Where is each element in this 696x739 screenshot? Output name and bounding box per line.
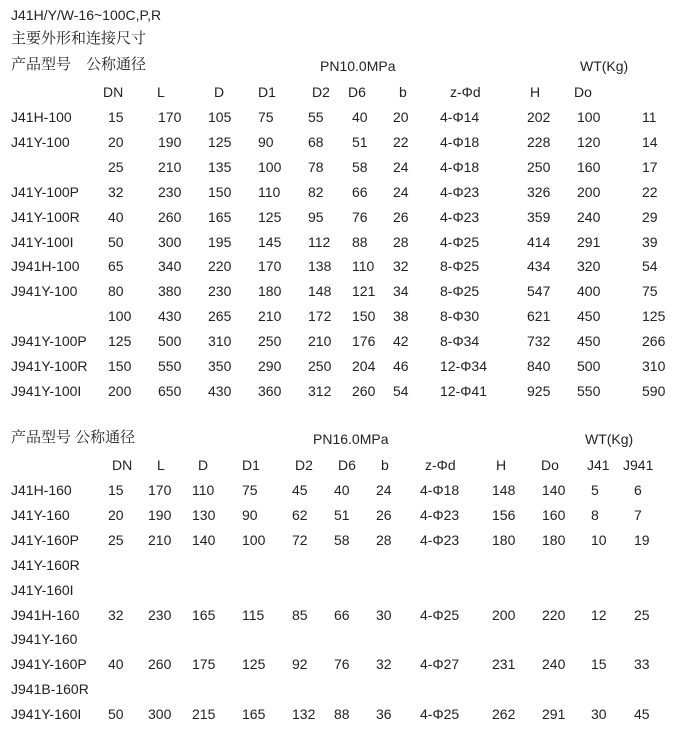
table-cell: 50 bbox=[108, 234, 124, 250]
table-cell: 125 bbox=[242, 656, 266, 672]
table-cell: 29 bbox=[642, 209, 658, 225]
product-model: J41Y-100I bbox=[11, 234, 74, 250]
product-model: J41Y-100 bbox=[11, 134, 70, 150]
table-cell: 380 bbox=[158, 283, 182, 299]
table-cell: 15 bbox=[591, 656, 607, 672]
table-cell: 138 bbox=[308, 258, 332, 274]
table-cell: 4-Φ27 bbox=[420, 656, 460, 672]
table-cell: 6 bbox=[634, 482, 642, 498]
table-cell: 26 bbox=[393, 209, 409, 225]
table-cell: 132 bbox=[292, 706, 316, 722]
table-cell: 230 bbox=[148, 607, 172, 623]
column-header: Do bbox=[541, 457, 559, 473]
table-cell: 75 bbox=[258, 109, 274, 125]
table-cell: 40 bbox=[334, 482, 350, 498]
product-model: J41Y-160R bbox=[11, 557, 80, 573]
column-header: L bbox=[157, 457, 165, 473]
table-cell: 26 bbox=[376, 507, 392, 523]
product-model: J941H-100 bbox=[11, 258, 80, 274]
column-header: D1 bbox=[242, 457, 260, 473]
column-header: D2 bbox=[312, 84, 330, 100]
table-cell: 4-Φ25 bbox=[420, 706, 460, 722]
table-cell: 72 bbox=[292, 532, 308, 548]
table-cell: 260 bbox=[352, 383, 376, 399]
table-cell: 22 bbox=[393, 134, 409, 150]
table-cell: 66 bbox=[352, 184, 368, 200]
table-cell: 300 bbox=[158, 234, 182, 250]
table-cell: 7 bbox=[634, 507, 642, 523]
table-cell: 210 bbox=[258, 308, 282, 324]
table-cell: 92 bbox=[292, 656, 308, 672]
table-cell: 85 bbox=[292, 607, 308, 623]
table-cell: 165 bbox=[242, 706, 266, 722]
table-cell: 95 bbox=[308, 209, 324, 225]
column-header: J41 bbox=[587, 457, 610, 473]
table-cell: 22 bbox=[642, 184, 658, 200]
column-header: z-Φd bbox=[425, 457, 456, 473]
table-cell: 4-Φ23 bbox=[420, 532, 460, 548]
table-cell: 45 bbox=[292, 482, 308, 498]
table-cell: 220 bbox=[542, 607, 566, 623]
table-cell: 430 bbox=[158, 308, 182, 324]
table-cell: 80 bbox=[108, 283, 124, 299]
table-cell: 326 bbox=[527, 184, 551, 200]
table-cell: 40 bbox=[108, 656, 124, 672]
column-header: H bbox=[496, 457, 507, 473]
table-cell: 200 bbox=[492, 607, 516, 623]
table-cell: 100 bbox=[108, 308, 132, 324]
column-header: DN bbox=[103, 84, 124, 100]
table-cell: 260 bbox=[148, 656, 172, 672]
table-cell: 176 bbox=[352, 333, 376, 349]
table-cell: 40 bbox=[352, 109, 368, 125]
table-cell: 15 bbox=[108, 109, 124, 125]
table-cell: 190 bbox=[148, 507, 172, 523]
table-cell: 190 bbox=[158, 134, 182, 150]
table-cell: 110 bbox=[258, 184, 281, 200]
column-header: DN bbox=[112, 457, 133, 473]
table-cell: 14 bbox=[642, 134, 658, 150]
table-cell: 312 bbox=[308, 383, 332, 399]
table-cell: 25 bbox=[634, 607, 650, 623]
table-cell: 10 bbox=[591, 532, 607, 548]
table-cell: 8 bbox=[591, 507, 599, 523]
table-cell: 76 bbox=[334, 656, 350, 672]
table2-pressure: PN16.0MPa bbox=[313, 431, 389, 447]
table-cell: 100 bbox=[258, 159, 282, 175]
product-model: J941Y-100 bbox=[11, 283, 78, 299]
table-cell: 250 bbox=[308, 358, 332, 374]
table-cell: 55 bbox=[308, 109, 324, 125]
table-cell: 310 bbox=[208, 333, 232, 349]
table-cell: 266 bbox=[642, 333, 666, 349]
column-header: D bbox=[214, 84, 225, 100]
product-model: J41Y-160P bbox=[11, 532, 79, 548]
table-cell: 112 bbox=[308, 234, 331, 250]
table-cell: 20 bbox=[393, 109, 409, 125]
table-cell: 360 bbox=[258, 383, 282, 399]
table-cell: 15 bbox=[108, 482, 124, 498]
table-cell: 115 bbox=[242, 607, 265, 623]
table-cell: 12-Φ34 bbox=[440, 358, 487, 374]
table-cell: 4-Φ25 bbox=[440, 234, 480, 250]
table1-label: 产品型号 公称通径 bbox=[11, 56, 147, 73]
product-model: J41Y-100R bbox=[11, 209, 80, 225]
table-cell: 400 bbox=[577, 283, 601, 299]
column-header: b bbox=[381, 457, 389, 473]
product-model: J941Y-100R bbox=[11, 358, 88, 374]
table-cell: 500 bbox=[158, 333, 182, 349]
table1-weight-header: WT(Kg) bbox=[580, 58, 629, 74]
table-cell: 78 bbox=[308, 159, 324, 175]
table-cell: 260 bbox=[158, 209, 182, 225]
product-model: J941H-160 bbox=[11, 607, 80, 623]
table-cell: 170 bbox=[148, 482, 172, 498]
table-cell: 28 bbox=[376, 532, 392, 548]
table-cell: 165 bbox=[192, 607, 216, 623]
table-cell: 54 bbox=[393, 383, 409, 399]
table-cell: 145 bbox=[258, 234, 282, 250]
table-cell: 42 bbox=[393, 333, 409, 349]
table-cell: 340 bbox=[158, 258, 182, 274]
product-model: J941Y-160P bbox=[11, 656, 87, 672]
column-header: J941 bbox=[623, 457, 654, 473]
column-header: Do bbox=[574, 84, 592, 100]
table-cell: 120 bbox=[577, 134, 601, 150]
product-model: J41H-100 bbox=[11, 109, 72, 125]
product-model: J41Y-160 bbox=[11, 507, 70, 523]
table-cell: 58 bbox=[352, 159, 368, 175]
table-cell: 180 bbox=[258, 283, 282, 299]
table-cell: 547 bbox=[527, 283, 551, 299]
table-cell: 732 bbox=[527, 333, 551, 349]
table-cell: 300 bbox=[148, 706, 172, 722]
product-model: J941Y-160I bbox=[11, 706, 82, 722]
table-cell: 8-Φ25 bbox=[440, 258, 480, 274]
table-cell: 17 bbox=[642, 159, 658, 175]
table-cell: 33 bbox=[634, 656, 650, 672]
column-header: z-Φd bbox=[450, 84, 481, 100]
product-model: J941B-160R bbox=[11, 681, 89, 697]
table-cell: 5 bbox=[591, 482, 599, 498]
table-cell: 65 bbox=[108, 258, 124, 274]
table-cell: 11 bbox=[642, 109, 657, 125]
table-cell: 38 bbox=[393, 308, 409, 324]
product-model: J941Y-100I bbox=[11, 383, 82, 399]
table-cell: 650 bbox=[158, 383, 182, 399]
table-cell: 24 bbox=[393, 184, 409, 200]
table-cell: 180 bbox=[542, 532, 566, 548]
table-cell: 125 bbox=[258, 209, 282, 225]
table-cell: 265 bbox=[208, 308, 232, 324]
column-header: D6 bbox=[348, 84, 366, 100]
table-cell: 39 bbox=[642, 234, 658, 250]
table-cell: 30 bbox=[376, 607, 392, 623]
table-cell: 231 bbox=[492, 656, 516, 672]
table-cell: 75 bbox=[242, 482, 258, 498]
table-cell: 90 bbox=[258, 134, 274, 150]
table-cell: 310 bbox=[642, 358, 666, 374]
table-cell: 156 bbox=[492, 507, 516, 523]
table-cell: 125 bbox=[108, 333, 132, 349]
table-cell: 4-Φ18 bbox=[440, 134, 480, 150]
table-cell: 75 bbox=[642, 283, 658, 299]
table-cell: 20 bbox=[108, 134, 124, 150]
table-cell: 4-Φ25 bbox=[420, 607, 460, 623]
table-cell: 19 bbox=[634, 532, 650, 548]
column-header: H bbox=[530, 84, 541, 100]
table-cell: 32 bbox=[108, 607, 124, 623]
table-cell: 148 bbox=[492, 482, 516, 498]
table-cell: 240 bbox=[577, 209, 601, 225]
product-model: J41Y-160I bbox=[11, 582, 74, 598]
table-cell: 50 bbox=[108, 706, 124, 722]
table-cell: 590 bbox=[642, 383, 666, 399]
table-cell: 40 bbox=[108, 209, 124, 225]
column-header: D6 bbox=[338, 457, 356, 473]
table-cell: 4-Φ23 bbox=[420, 507, 460, 523]
table-cell: 170 bbox=[158, 109, 182, 125]
table-cell: 150 bbox=[208, 184, 232, 200]
table-cell: 215 bbox=[192, 706, 216, 722]
table-cell: 82 bbox=[308, 184, 324, 200]
table-cell: 925 bbox=[527, 383, 551, 399]
table-cell: 12 bbox=[591, 607, 607, 623]
table-cell: 140 bbox=[542, 482, 566, 498]
table-cell: 195 bbox=[208, 234, 232, 250]
table-cell: 200 bbox=[577, 184, 601, 200]
table-cell: 125 bbox=[642, 308, 666, 324]
table-cell: 240 bbox=[542, 656, 566, 672]
table-cell: 8-Φ30 bbox=[440, 308, 480, 324]
table-cell: 51 bbox=[352, 134, 368, 150]
table-cell: 210 bbox=[158, 159, 182, 175]
table-cell: 291 bbox=[542, 706, 566, 722]
table-cell: 32 bbox=[108, 184, 124, 200]
table-cell: 110 bbox=[352, 258, 375, 274]
table-cell: 105 bbox=[208, 109, 232, 125]
table-cell: 90 bbox=[242, 507, 258, 523]
table-cell: 4-Φ18 bbox=[420, 482, 460, 498]
table-cell: 210 bbox=[148, 532, 172, 548]
table-cell: 210 bbox=[308, 333, 332, 349]
table-cell: 291 bbox=[577, 234, 601, 250]
table-cell: 110 bbox=[192, 482, 215, 498]
table-cell: 45 bbox=[634, 706, 650, 722]
table-cell: 4-Φ23 bbox=[440, 184, 480, 200]
product-model: J941Y-160 bbox=[11, 631, 78, 647]
table-cell: 175 bbox=[192, 656, 216, 672]
column-header: D1 bbox=[258, 84, 276, 100]
table1-pressure: PN10.0MPa bbox=[320, 58, 396, 74]
table-cell: 34 bbox=[393, 283, 409, 299]
product-model: J41Y-100P bbox=[11, 184, 79, 200]
table-cell: 160 bbox=[542, 507, 566, 523]
table-cell: 450 bbox=[577, 308, 601, 324]
column-header: D2 bbox=[295, 457, 313, 473]
table-cell: 230 bbox=[158, 184, 182, 200]
table-cell: 621 bbox=[527, 308, 551, 324]
table2-weight-header: WT(Kg) bbox=[585, 431, 634, 447]
table-cell: 359 bbox=[527, 209, 551, 225]
table-cell: 550 bbox=[158, 358, 182, 374]
table-cell: 350 bbox=[208, 358, 232, 374]
table-cell: 88 bbox=[334, 706, 350, 722]
product-model: J941Y-100P bbox=[11, 333, 87, 349]
table-cell: 51 bbox=[334, 507, 350, 523]
table-cell: 36 bbox=[376, 706, 392, 722]
table-cell: 160 bbox=[577, 159, 601, 175]
table-cell: 100 bbox=[577, 109, 601, 125]
table-cell: 230 bbox=[208, 283, 232, 299]
table-cell: 228 bbox=[527, 134, 551, 150]
table-cell: 130 bbox=[192, 507, 216, 523]
table-cell: 172 bbox=[308, 308, 332, 324]
table-cell: 200 bbox=[108, 383, 132, 399]
table-cell: 290 bbox=[258, 358, 282, 374]
table-cell: 170 bbox=[258, 258, 282, 274]
model-series-title: J41H/Y/W-16~100C,P,R bbox=[11, 7, 162, 23]
table-cell: 32 bbox=[376, 656, 392, 672]
table-cell: 25 bbox=[108, 532, 124, 548]
table-cell: 66 bbox=[334, 607, 350, 623]
table-cell: 434 bbox=[527, 258, 551, 274]
table-cell: 140 bbox=[192, 532, 216, 548]
column-header: D bbox=[198, 457, 209, 473]
table-cell: 165 bbox=[208, 209, 232, 225]
table-cell: 62 bbox=[292, 507, 308, 523]
table-cell: 46 bbox=[393, 358, 409, 374]
table-cell: 150 bbox=[352, 308, 376, 324]
product-model: J41H-160 bbox=[11, 482, 72, 498]
table-cell: 500 bbox=[577, 358, 601, 374]
table-cell: 220 bbox=[208, 258, 232, 274]
table-cell: 76 bbox=[352, 209, 368, 225]
table-cell: 4-Φ14 bbox=[440, 109, 480, 125]
table-cell: 204 bbox=[352, 358, 376, 374]
table-cell: 12-Φ41 bbox=[440, 383, 487, 399]
table-cell: 30 bbox=[591, 706, 607, 722]
table-cell: 8-Φ25 bbox=[440, 283, 480, 299]
table-cell: 24 bbox=[393, 159, 409, 175]
table-cell: 250 bbox=[258, 333, 282, 349]
table-cell: 25 bbox=[108, 159, 124, 175]
table-cell: 121 bbox=[352, 283, 376, 299]
table-cell: 54 bbox=[642, 258, 658, 274]
table-cell: 450 bbox=[577, 333, 601, 349]
table-cell: 150 bbox=[108, 358, 132, 374]
table-cell: 202 bbox=[527, 109, 551, 125]
table-cell: 100 bbox=[242, 532, 266, 548]
table-cell: 24 bbox=[376, 482, 392, 498]
table-cell: 840 bbox=[527, 358, 551, 374]
table-cell: 8-Φ34 bbox=[440, 333, 480, 349]
table-cell: 262 bbox=[492, 706, 516, 722]
table-cell: 250 bbox=[527, 159, 551, 175]
column-header: b bbox=[399, 84, 407, 100]
table-cell: 58 bbox=[334, 532, 350, 548]
table-cell: 32 bbox=[393, 258, 409, 274]
table-cell: 68 bbox=[308, 134, 324, 150]
table-cell: 430 bbox=[208, 383, 232, 399]
table-cell: 125 bbox=[208, 134, 232, 150]
table-cell: 550 bbox=[577, 383, 601, 399]
table-cell: 148 bbox=[308, 283, 332, 299]
table-cell: 135 bbox=[208, 159, 232, 175]
table-cell: 20 bbox=[108, 507, 124, 523]
table-cell: 88 bbox=[352, 234, 368, 250]
dimensions-subtitle: 主要外形和连接尺寸 bbox=[11, 30, 147, 47]
table-cell: 320 bbox=[577, 258, 601, 274]
table-cell: 180 bbox=[492, 532, 516, 548]
table2-label: 产品型号 公称通径 bbox=[11, 429, 136, 446]
table-cell: 414 bbox=[527, 234, 551, 250]
table-cell: 28 bbox=[393, 234, 409, 250]
table-cell: 4-Φ23 bbox=[440, 209, 480, 225]
table-cell: 4-Φ18 bbox=[440, 159, 480, 175]
column-header: L bbox=[157, 84, 165, 100]
